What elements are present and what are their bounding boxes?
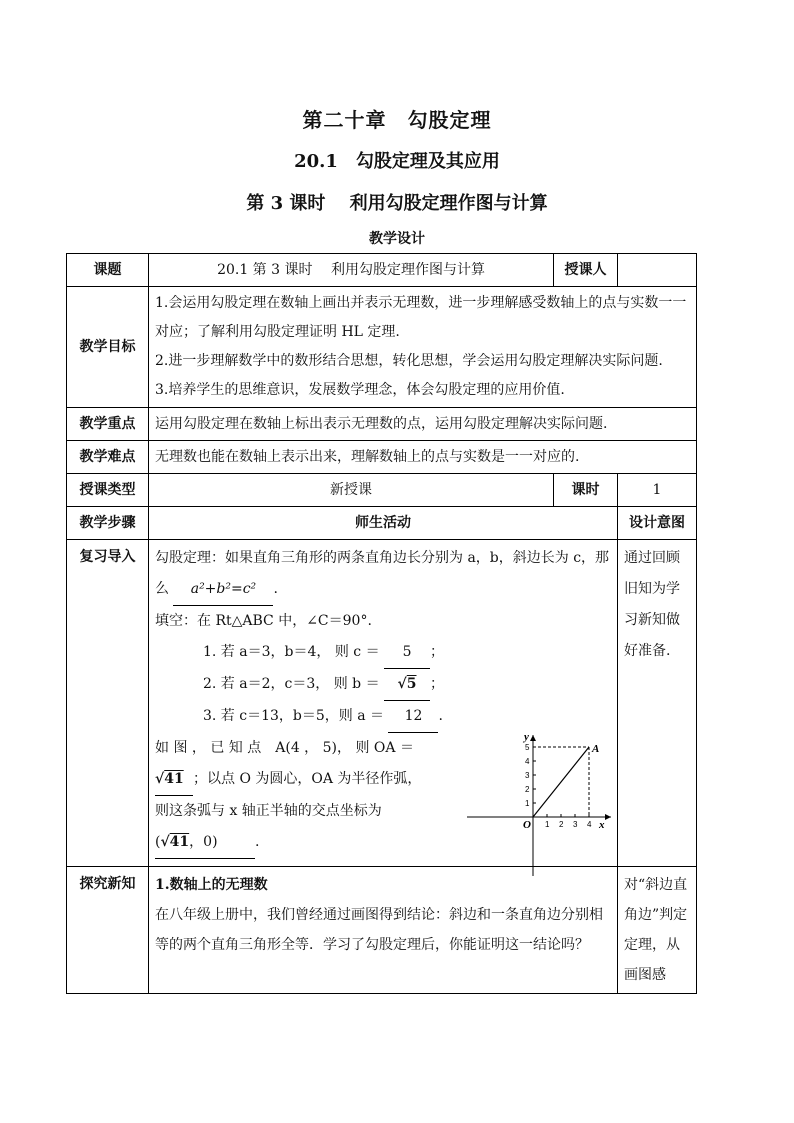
explore-label: 探究新知 bbox=[67, 867, 149, 994]
explore-cell bbox=[149, 867, 618, 994]
review-content bbox=[155, 543, 611, 859]
fig-line-1: 如 图 ， 已 知 点 A(4 ， 5)， 则 OA ＝ bbox=[155, 740, 414, 756]
question-1 bbox=[155, 637, 611, 669]
fig-end: . bbox=[255, 834, 260, 850]
fig-line-3: 则这条弧与 x 轴正半轴的交点坐标为 bbox=[155, 803, 382, 819]
review-label: 复习导入 bbox=[67, 540, 149, 867]
review-intent: 通过回顾旧知为学习新知做好准备. bbox=[618, 540, 697, 867]
fig-answer-1: √41 bbox=[155, 764, 193, 796]
topic-label: 课题 bbox=[67, 254, 149, 287]
q3-answer: 12 bbox=[388, 701, 438, 733]
fill-intro: 填空：在 Rt△ABC 中，∠C＝90°. bbox=[155, 613, 372, 629]
y-tick-label: 5 bbox=[525, 743, 530, 752]
chapter-title: 第二十章 勾股定理 bbox=[302, 108, 492, 132]
fig-answer-2: (√41，0) bbox=[155, 827, 255, 859]
x-tick-label: 1 bbox=[545, 820, 550, 829]
row-explore bbox=[67, 867, 697, 994]
q2-text: 2. 若 a＝2，c＝3， 则 b ＝ bbox=[203, 676, 380, 692]
explore-intent: 对“斜边直角边”判定定理，从画图感 bbox=[618, 867, 697, 994]
row-topic bbox=[67, 254, 697, 287]
theorem-end: . bbox=[273, 581, 278, 597]
hours-label: 课时 bbox=[554, 474, 618, 507]
goal-item: 3.培养学生的思维意识，发展数学理念，体会勾股定理的应用价值. bbox=[155, 382, 565, 398]
fig-text-b: ；以点 O 为圆心，OA 为半径作弧， bbox=[193, 771, 422, 787]
lesson-plan-table bbox=[66, 253, 697, 994]
row-goals bbox=[67, 287, 697, 408]
row-difficult-points bbox=[67, 441, 697, 474]
theorem-answer: a²+b²=c² bbox=[173, 574, 273, 606]
y-axis-label: y bbox=[524, 731, 529, 743]
q1-answer: 5 bbox=[384, 637, 430, 669]
teacher-value bbox=[618, 254, 697, 287]
origin-label: O bbox=[523, 819, 531, 831]
y-tick-label: 4 bbox=[525, 757, 530, 766]
goal-item: 1.会运用勾股定理在数轴上画出并表示无理数，进一步理解感受数轴上的点与实数一一对应；了解利用勾股定理证明 HL 定理. bbox=[155, 295, 687, 340]
intent-label: 设计意图 bbox=[618, 507, 697, 540]
coordinate-graph bbox=[465, 731, 615, 881]
design-label: 教学设计 bbox=[369, 231, 425, 247]
fig-line-2 bbox=[155, 764, 445, 796]
q2-sqrt: √5 bbox=[397, 676, 417, 692]
lesson-title: 第 3 课时 利用勾股定理作图与计算 bbox=[246, 193, 548, 214]
y-axis-arrow bbox=[530, 735, 536, 741]
x-axis-arrow bbox=[605, 814, 611, 820]
difficult-value: 无理数也能在数轴上表示出来，理解数轴上的点与实数是一一对应的. bbox=[149, 441, 697, 474]
q3-text: 3. 若 c＝13，b＝5，则 a ＝ bbox=[203, 708, 385, 724]
q2-end: ； bbox=[430, 676, 445, 692]
q2-answer bbox=[384, 669, 430, 701]
explore-heading: 1.数轴上的无理数 bbox=[155, 877, 268, 893]
row-header bbox=[67, 507, 697, 540]
explore-text: 在八年级上册中，我们曾经通过画图得到结论：斜边和一条直角边分别相等的两个直角三角形全等．学习了勾股定理后，你能证明这一结论吗？ bbox=[155, 907, 603, 953]
type-value: 新授课 bbox=[149, 474, 554, 507]
x-tick-label: 3 bbox=[573, 820, 578, 829]
y-tick-label: 3 bbox=[525, 771, 530, 780]
x-tick-label: 4 bbox=[587, 820, 592, 829]
x-tick-label: 2 bbox=[559, 820, 564, 829]
hours-value: 1 bbox=[618, 474, 697, 507]
q1-text: 1. 若 a＝3，b＝4， 则 c ＝ bbox=[203, 644, 380, 660]
q1-end: ； bbox=[430, 644, 445, 660]
fig-line-4 bbox=[155, 827, 445, 859]
type-label: 授课类型 bbox=[67, 474, 149, 507]
key-value: 运用勾股定理在数轴上标出表示无理数的点，运用勾股定理解决实际问题. bbox=[149, 408, 697, 441]
question-3 bbox=[155, 701, 611, 733]
key-label: 教学重点 bbox=[67, 408, 149, 441]
q3-end: . bbox=[438, 708, 443, 724]
segment-oa bbox=[533, 747, 589, 817]
topic-value: 20.1 第 3 课时 利用勾股定理作图与计算 bbox=[149, 254, 554, 287]
y-tick-label: 1 bbox=[525, 799, 530, 808]
question-2 bbox=[155, 669, 611, 701]
goals-label: 教学目标 bbox=[67, 287, 149, 408]
difficult-label: 教学难点 bbox=[67, 441, 149, 474]
row-type bbox=[67, 474, 697, 507]
point-a-label: A bbox=[592, 743, 600, 755]
figure-question bbox=[155, 733, 445, 859]
y-tick-label: 2 bbox=[525, 785, 530, 794]
x-axis-label: x bbox=[599, 819, 605, 831]
theorem-text: 勾股定理：如果直角三角形的两条直角边长分别为 a，b，斜边长为 c，那么 bbox=[155, 550, 610, 597]
row-key-points bbox=[67, 408, 697, 441]
section-title: 20.1 勾股定理及其应用 bbox=[294, 151, 500, 172]
review-cell bbox=[149, 540, 618, 867]
goal-item: 2.进一步理解数学中的数形结合思想，转化思想，学会运用勾股定理解决实际问题. bbox=[155, 353, 663, 369]
activity-label: 师生活动 bbox=[149, 507, 618, 540]
teacher-label: 授课人 bbox=[554, 254, 618, 287]
steps-label: 教学步骤 bbox=[67, 507, 149, 540]
goals-cell bbox=[149, 287, 697, 408]
row-review bbox=[67, 540, 697, 867]
theorem-line bbox=[155, 543, 611, 606]
